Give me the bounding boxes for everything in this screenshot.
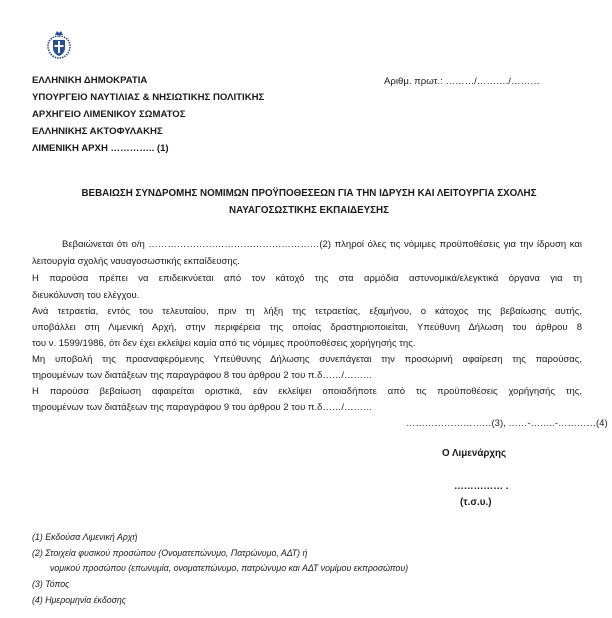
- paragraph-4-line-2: τηρουμένων των διατάξεων της παραγράφου 8 του άρθρου 2 του π.δ……/………: [32, 370, 373, 381]
- paragraph-5-line-1: Η παρούσα βεβαίωση αφαιρείται οριστικά, εάν εκλείψει οποιαδήποτε από τις προϋποθέσεις χορήγησής της,: [32, 386, 582, 397]
- footnote-2: (2) Στοιχεία φυσικού προσώπου (Ονοματεπώνυμο, Πατρώνυμο, ΑΔΤ) ή: [32, 548, 308, 558]
- paragraph-3-line-2: υποβάλλει στη Λιμενική Αρχή, στην περιφέρεια της οποίας δραστηριοποιείται, Υπεύθυνη Δήλωση του άρθρου 8: [32, 322, 582, 333]
- place-date-line: ………………………(3), ……-……..-…………(4): [406, 418, 608, 429]
- signatory-role: Ο Λιμενάρχης: [442, 448, 507, 459]
- footnote-1: (1) Εκδούσα Λιμενική Αρχή: [32, 532, 138, 542]
- header-line-port-authority: ΛΙΜΕΝΙΚΗ ΑΡΧΗ ………….. (1): [32, 143, 169, 154]
- paragraph-1-line-1: Βεβαιώνεται ότι ο/η ………………………………………………(2) πληροί όλες τις νόμιμες προϋποθέσεις για την ίδρυση και: [62, 239, 582, 250]
- seal-signature-label: (τ.σ.υ.): [460, 497, 492, 508]
- document-title-line-2: ΝΑΥΑΓΟΣΩΣΤΙΚΗΣ ΕΚΠΑΙΔΕΥΣΗΣ: [229, 205, 389, 216]
- protocol-number: Αριθμ. πρωτ.: ………/………./………: [384, 76, 540, 87]
- paragraph-4-line-1: Μη υποβολή της προαναφερόμενης Υπεύθυνης Δήλωσης συνεπάγεται την προσωρινή αφαίρεση της παρούσας,: [32, 354, 582, 365]
- paragraph-3-line-3: του ν. 1599/1986, ότι δεν έχει εκλείψει καμία από τις νόμιμες προϋποθέσεις χορήγησής της.: [32, 338, 416, 349]
- greek-coat-of-arms-icon: [44, 27, 74, 61]
- header-line-ministry: ΥΠΟΥΡΓΕΙΟ ΝΑΥΤΙΛΙΑΣ & ΝΗΣΙΩΤΙΚΗΣ ΠΟΛΙΤΙΚΗΣ: [32, 92, 265, 103]
- paragraph-2-line-1: Η παρούσα πρέπει να επιδεικνύεται από τον κάτοχό της στα αρμόδια αστυνομικά/ελεγκτικά όργανα για τη: [32, 273, 582, 284]
- paragraph-5-line-2: τηρουμένων των διατάξεων της παραγράφου 9 του άρθρου 2 του π.δ……/………: [32, 402, 373, 413]
- header-line-republic: ΕΛΛΗΝΙΚΗ ΔΗΜΟΚΡΑΤΙΑ: [32, 75, 148, 86]
- signature-dots: …………… .: [454, 481, 509, 492]
- paragraph-2-line-2: διευκόλυνση του ελέγχου.: [32, 290, 140, 301]
- footnote-3: (3) Τόπος: [32, 579, 70, 589]
- footnote-4: (4) Ημερομηνία έκδοσης: [32, 595, 127, 605]
- header-line-headquarters: ΑΡΧΗΓΕΙΟ ΛΙΜΕΝΙΚΟΥ ΣΩΜΑΤΟΣ: [32, 109, 186, 120]
- header-line-coast-guard: ΕΛΛΗΝΙΚΗΣ ΑΚΤΟΦΥΛΑΚΗΣ: [32, 126, 163, 137]
- paragraph-1-line-2: λειτουργία σχολής ναυαγοσωστικής εκπαίδευσης.: [32, 256, 240, 267]
- footnote-2-continued: νομικού προσώπου (επωνυμία, ονοματεπώνυμο, πατρώνυμο και ΑΔΤ νομίμου εκπροσώπου): [50, 563, 409, 573]
- paragraph-3-line-1: Ανά τετραετία, εντός του τελευταίου, πριν τη λήξη της τετραετίας, εξαμήνου, ο κάτοχος της βεβαίωσης αυτής,: [32, 306, 582, 317]
- document-title-line-1: ΒΕΒΑΙΩΣΗ ΣΥΝΔΡΟΜΗΣ ΝΟΜΙΜΩΝ ΠΡΟΫΠΟΘΕΣΕΩΝ ΓΙΑ ΤΗΝ ΙΔΡΥΣΗ ΚΑΙ ΛΕΙΤΟΥΡΓΙΑ ΣΧΟΛΗΣ: [81, 188, 537, 199]
